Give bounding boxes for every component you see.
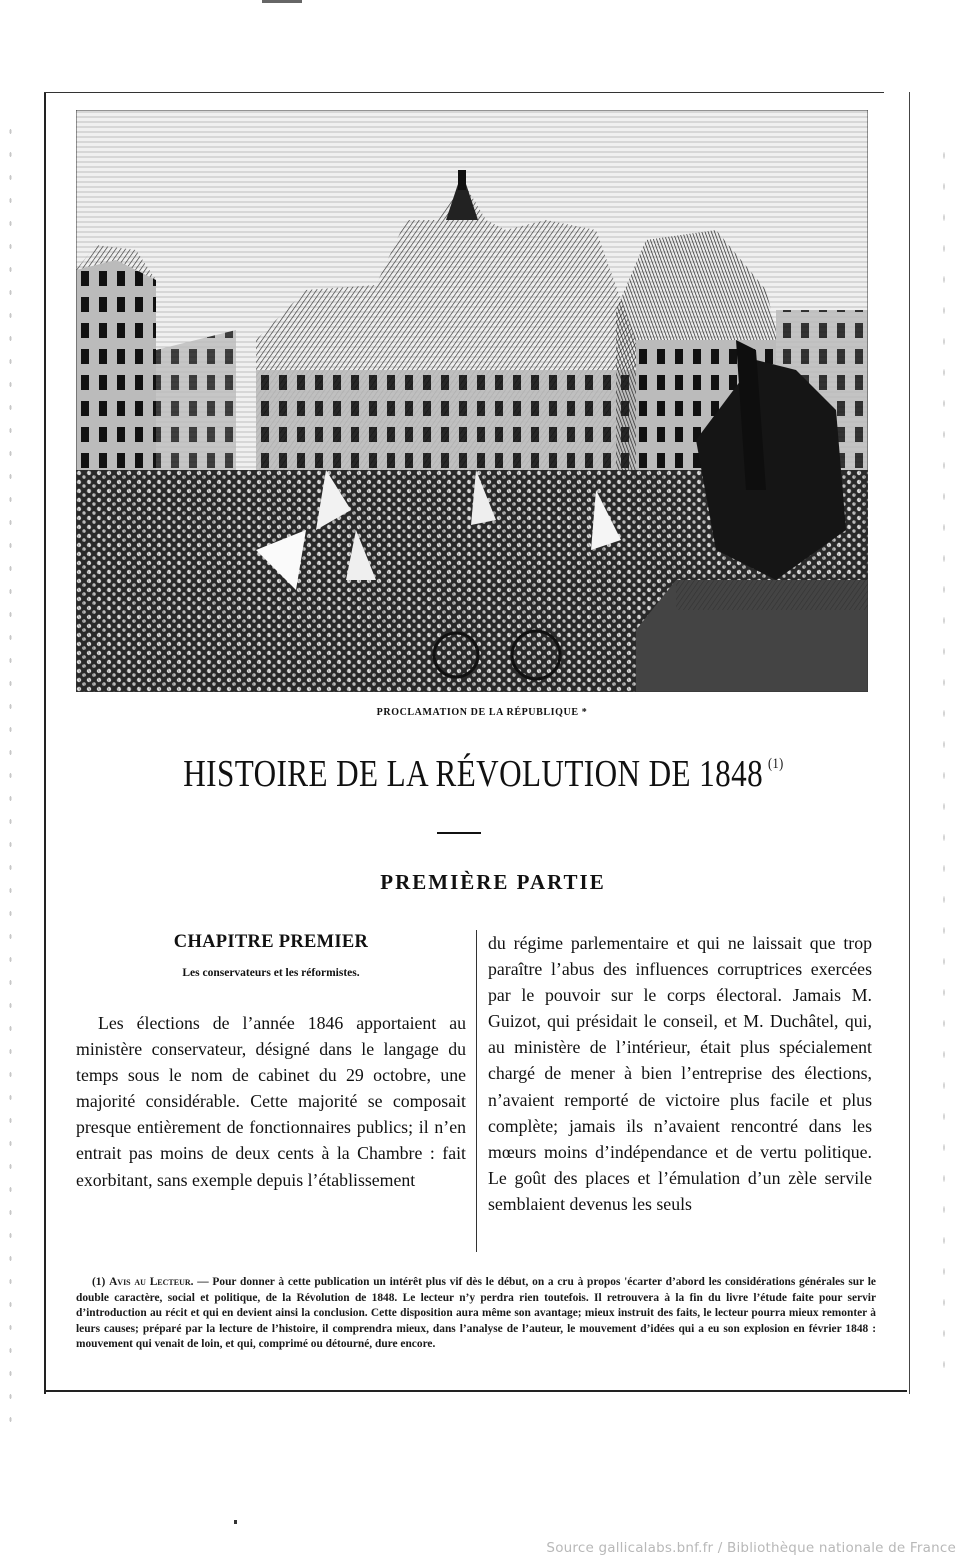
title-note-marker: (1) xyxy=(768,756,784,772)
footnote xyxy=(76,1275,876,1353)
scan-top-mark xyxy=(262,0,302,3)
footnote-text: — Pour donner à cette publication un intérêt plus vif dès le début, on a cru à propos 'écarter d’abord les considérations générales sur le double caractère, social et politique, de la Révolution de 1848. Le lecteur n’y perdra rien toutefois. Il retrouvera à la fin du livre l’étude faite pour servir d’introduction au récit et qui en devient ainsi la conclusion. Cette disposition aura même son avantage; mieux instruit des faits, le lecteur pourra mieux remonter à leurs causes; préparé par la lecture de l’histoire, il comprendra mieux, dans l’analyse de l’auteur, le mouvement d’idées qui a eu son explosion en février 1848 : mouvement qui venait de loin, et qui, comprimé ou détourné, dure encore. xyxy=(76,1276,876,1351)
column-divider xyxy=(476,930,477,1252)
engraving-illustration xyxy=(76,110,868,692)
right-column xyxy=(488,930,872,1217)
chapter-subtitle: Les conservateurs et les réformistes. xyxy=(182,967,360,979)
part-title: PREMIÈRE PARTIE xyxy=(380,870,606,894)
scan-margin-dots-left xyxy=(6,120,18,1440)
title-divider-rule xyxy=(437,832,481,834)
footnote-marker: (1) xyxy=(92,1276,106,1288)
page-title-text: HISTOIRE DE LA RÉVOLUTION DE 1848 xyxy=(183,753,764,795)
left-column xyxy=(76,932,466,1193)
top-rule xyxy=(44,92,884,93)
chapter-title: CHAPITRE PREMIER xyxy=(173,932,369,952)
source-watermark: Source gallicalabs.bnf.fr / Bibliothèque nationale de France xyxy=(546,1540,956,1556)
scan-speck xyxy=(234,1520,237,1524)
scan-margin-dots-right xyxy=(940,140,950,1380)
page-title xyxy=(88,752,878,796)
right-column-text: du régime parlementaire et qui ne laissait que trop paraître l’abus des influences corruptrices exercées par le pouvoir sur le corps électoral. Jamais M. Guizot, qui présidait le conseil, et M. Duchâtel, qui, au ministère de l’intérieur, était plus spécialement chargé de mener à bien l’entreprise des élections, n’avaient remporté de victoire plus facile et plus complète; jamais ils n’avaient rencontré dans les mœurs moins d’indépendance et de vertu politique. Le goût des places et l’émulation d’un zèle servile semblaient devenus les seuls xyxy=(488,933,872,1214)
footnote-heading: Avis au Lecteur. xyxy=(109,1276,194,1288)
illustration-caption: PROCLAMATION DE LA RÉPUBLIQUE * xyxy=(376,707,588,718)
bottom-rule xyxy=(44,1390,907,1392)
left-column-text: Les élections de l’année 1846 apportaient au ministère conservateur, désigné dans le langage du temps sous le nom de cabinet du 29 octobre, une majorité considérable. Cette majorité se composait presque entièrement de fonctionnaires publics; il n’en entrait pas moins de deux cents à la Chambre : fait exorbitant, sans exemple depuis l’établissement xyxy=(76,1013,466,1190)
